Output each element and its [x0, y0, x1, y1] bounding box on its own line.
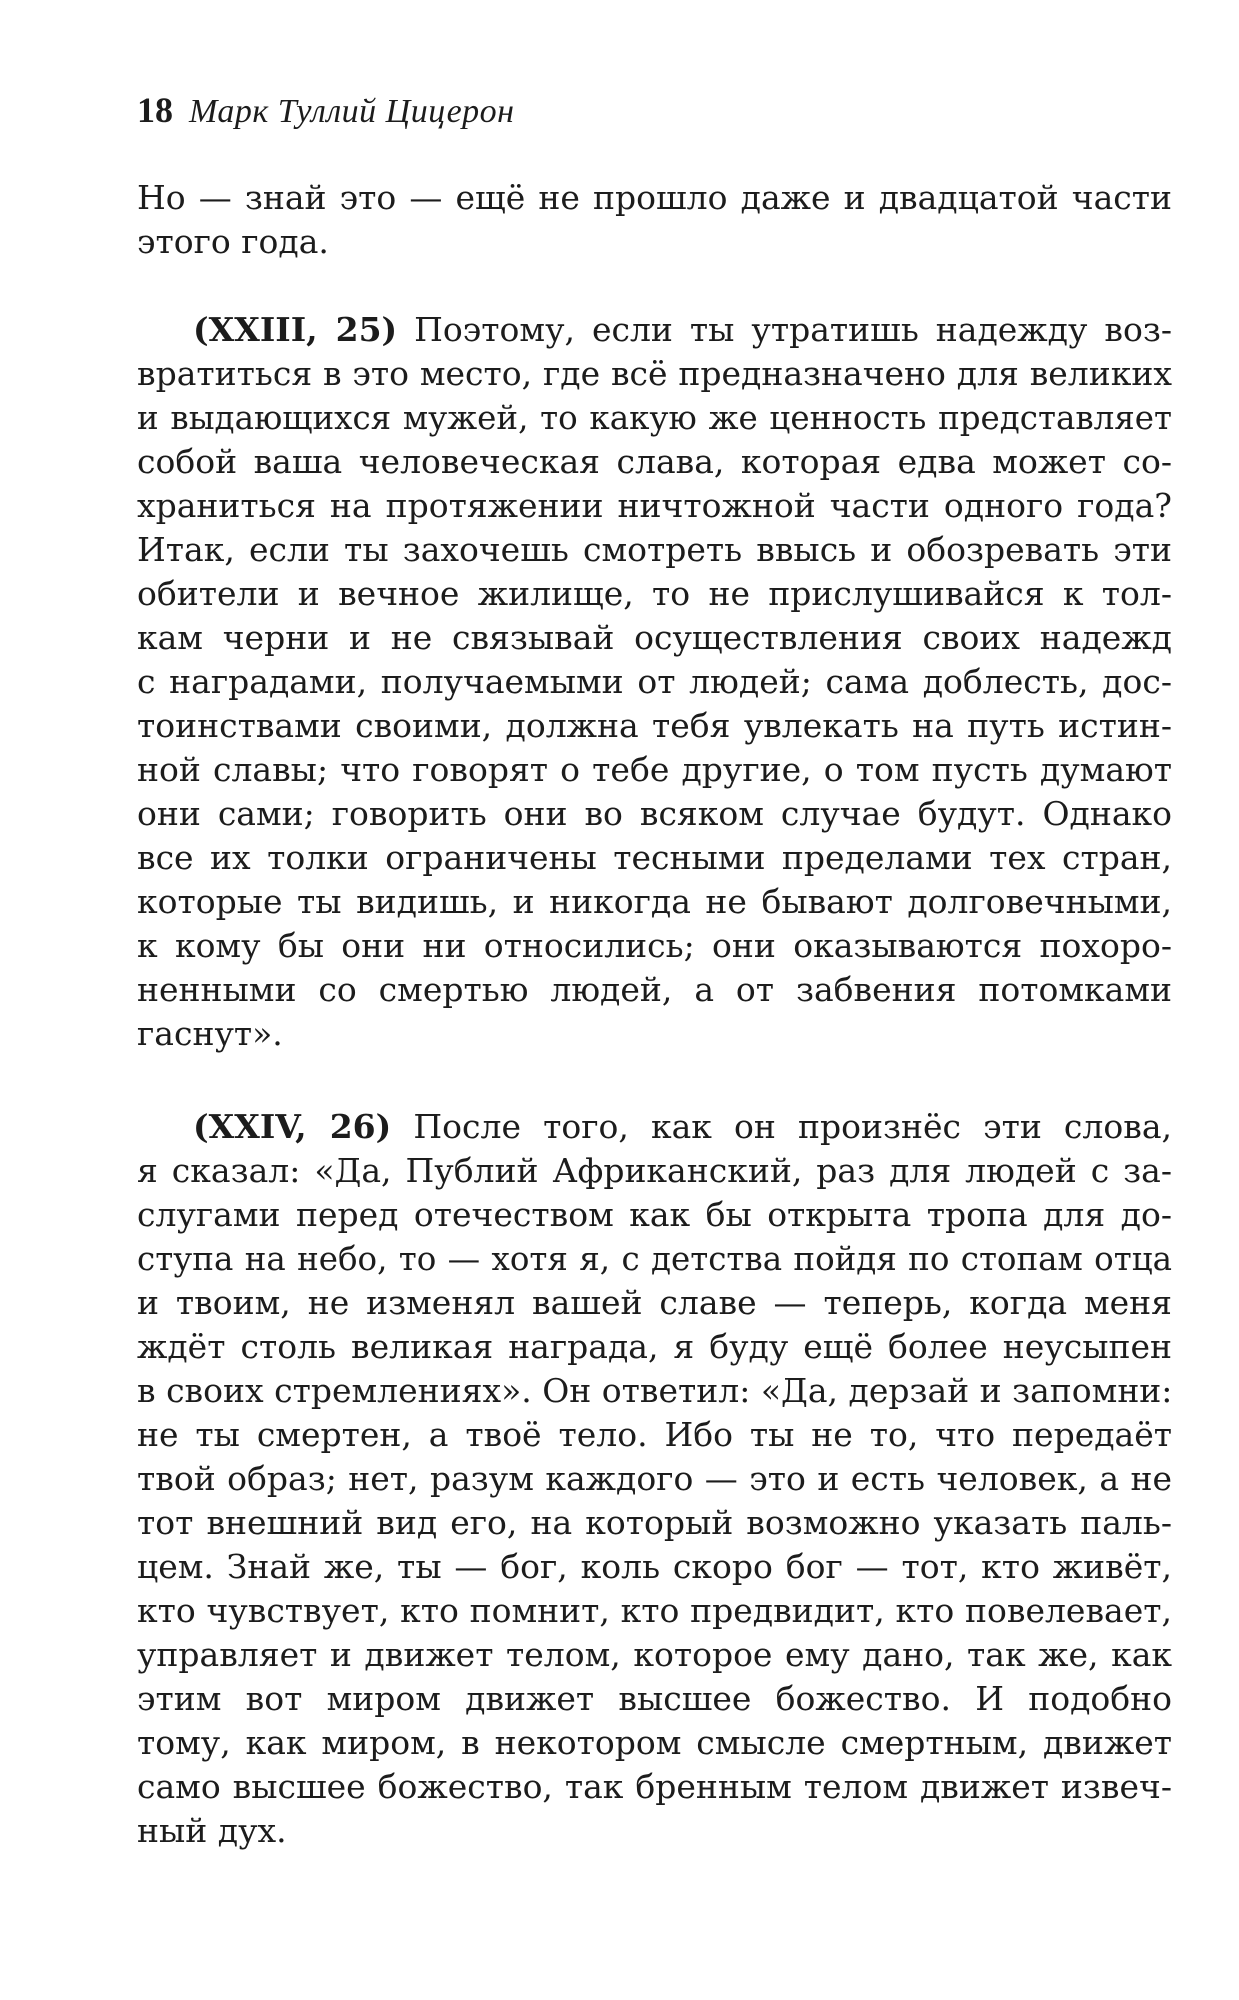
text-line: ный дух. — [137, 1811, 287, 1850]
section-marker: (XXIV, 26) — [193, 1107, 392, 1146]
text-line: собой ваша человеческая слава, которая едва может со- — [137, 442, 1172, 481]
paragraph-xxiv-26 — [137, 1105, 1172, 1853]
section-marker: (XXIII, 25) — [193, 310, 398, 349]
text-line: не ты смертен, а твоё тело. Ибо ты не то, что передаёт — [137, 1415, 1172, 1454]
text-line: тому, как миром, в некотором смысле смертным, движет — [137, 1723, 1172, 1762]
text-line: все их толки ограничены тесными пределами тех стран, — [137, 838, 1172, 877]
text-line: которые ты видишь, и никогда не бывают долговечными, — [137, 882, 1172, 921]
text-line: с наградами, получаемыми от людей; сама доблесть, дос- — [137, 662, 1172, 701]
text-line: ждёт столь великая награда, я буду ещё более неусыпен — [137, 1327, 1172, 1366]
text-line: вратиться в это место, где всё предназначено для великих — [137, 354, 1172, 393]
text-line: они сами; говорить они во всяком случае будут. Однако — [137, 794, 1172, 833]
text-line: обители и вечное жилище, то не прислушивайся к тол- — [137, 574, 1172, 613]
text-line: в своих стремлениях». Он ответил: «Да, дерзай и запомни: — [137, 1371, 1173, 1410]
text-line: я сказал: «Да, Публий Африканский, раз для людей с за- — [137, 1151, 1172, 1190]
paragraph-xxiii-25 — [137, 308, 1172, 1056]
text-line: гаснут». — [137, 1014, 283, 1053]
text-line: Но — знай это — ещё не прошло даже и двадцатой части — [137, 178, 1172, 217]
text-line: этого года. — [137, 222, 329, 261]
text-line: храниться на протяжении ничтожной части одного года? — [137, 486, 1172, 525]
text-line: ненными со смертью людей, а от забвения потомками — [137, 970, 1172, 1009]
text-line: слугами перед отечеством как бы открыта тропа для до- — [137, 1195, 1172, 1234]
text-line: цем. Знай же, ты — бог, коль скоро бог — тот, кто живёт, — [137, 1547, 1172, 1586]
text-line: к кому бы они ни относились; они оказываются похоро- — [137, 926, 1172, 965]
running-head — [137, 88, 1137, 134]
text-line: кам черни и не связывай осуществления своих надежд — [137, 618, 1172, 657]
text-line-start: Поэтому, если ты утратишь надежду воз- — [397, 310, 1172, 349]
page-number: 18 — [137, 90, 173, 130]
text-line: управляет и движет телом, которое ему дано, так же, как — [137, 1635, 1172, 1674]
text-line: ступа на небо, то — хотя я, с детства пойдя по стопам отца — [137, 1240, 1172, 1278]
text-line: Итак, если ты захочешь смотреть ввысь и обозревать эти — [137, 530, 1172, 569]
text-line: и выдающихся мужей, то какую же ценность представляет — [137, 399, 1172, 437]
text-line: тоинствами своими, должна тебя увлекать на путь истин- — [137, 706, 1172, 745]
text-line: тот внешний вид его, на который возможно указать паль- — [137, 1503, 1172, 1542]
text-line: этим вот миром движет высшее божество. И подобно — [137, 1679, 1172, 1718]
text-line-first — [137, 1105, 1172, 1149]
text-line: и твоим, не изменял вашей славе — теперь, когда меня — [137, 1283, 1172, 1322]
text-line: ной славы; что говорят о тебе другие, о том пусть думают — [137, 750, 1172, 789]
text-line: само высшее божество, так бренным телом движет извеч- — [137, 1767, 1172, 1806]
text-line-start: После того, как он произнёс эти слова, — [391, 1107, 1172, 1146]
text-line-first — [137, 308, 1172, 352]
text-line: кто чувствует, кто помнит, кто предвидит, кто повелевает, — [137, 1591, 1172, 1630]
text-line: твой образ; нет, разум каждого — это и есть человек, а не — [137, 1459, 1172, 1498]
running-head-author: Марк Туллий Цицерон — [189, 93, 515, 130]
paragraph-continuation — [137, 176, 1172, 264]
